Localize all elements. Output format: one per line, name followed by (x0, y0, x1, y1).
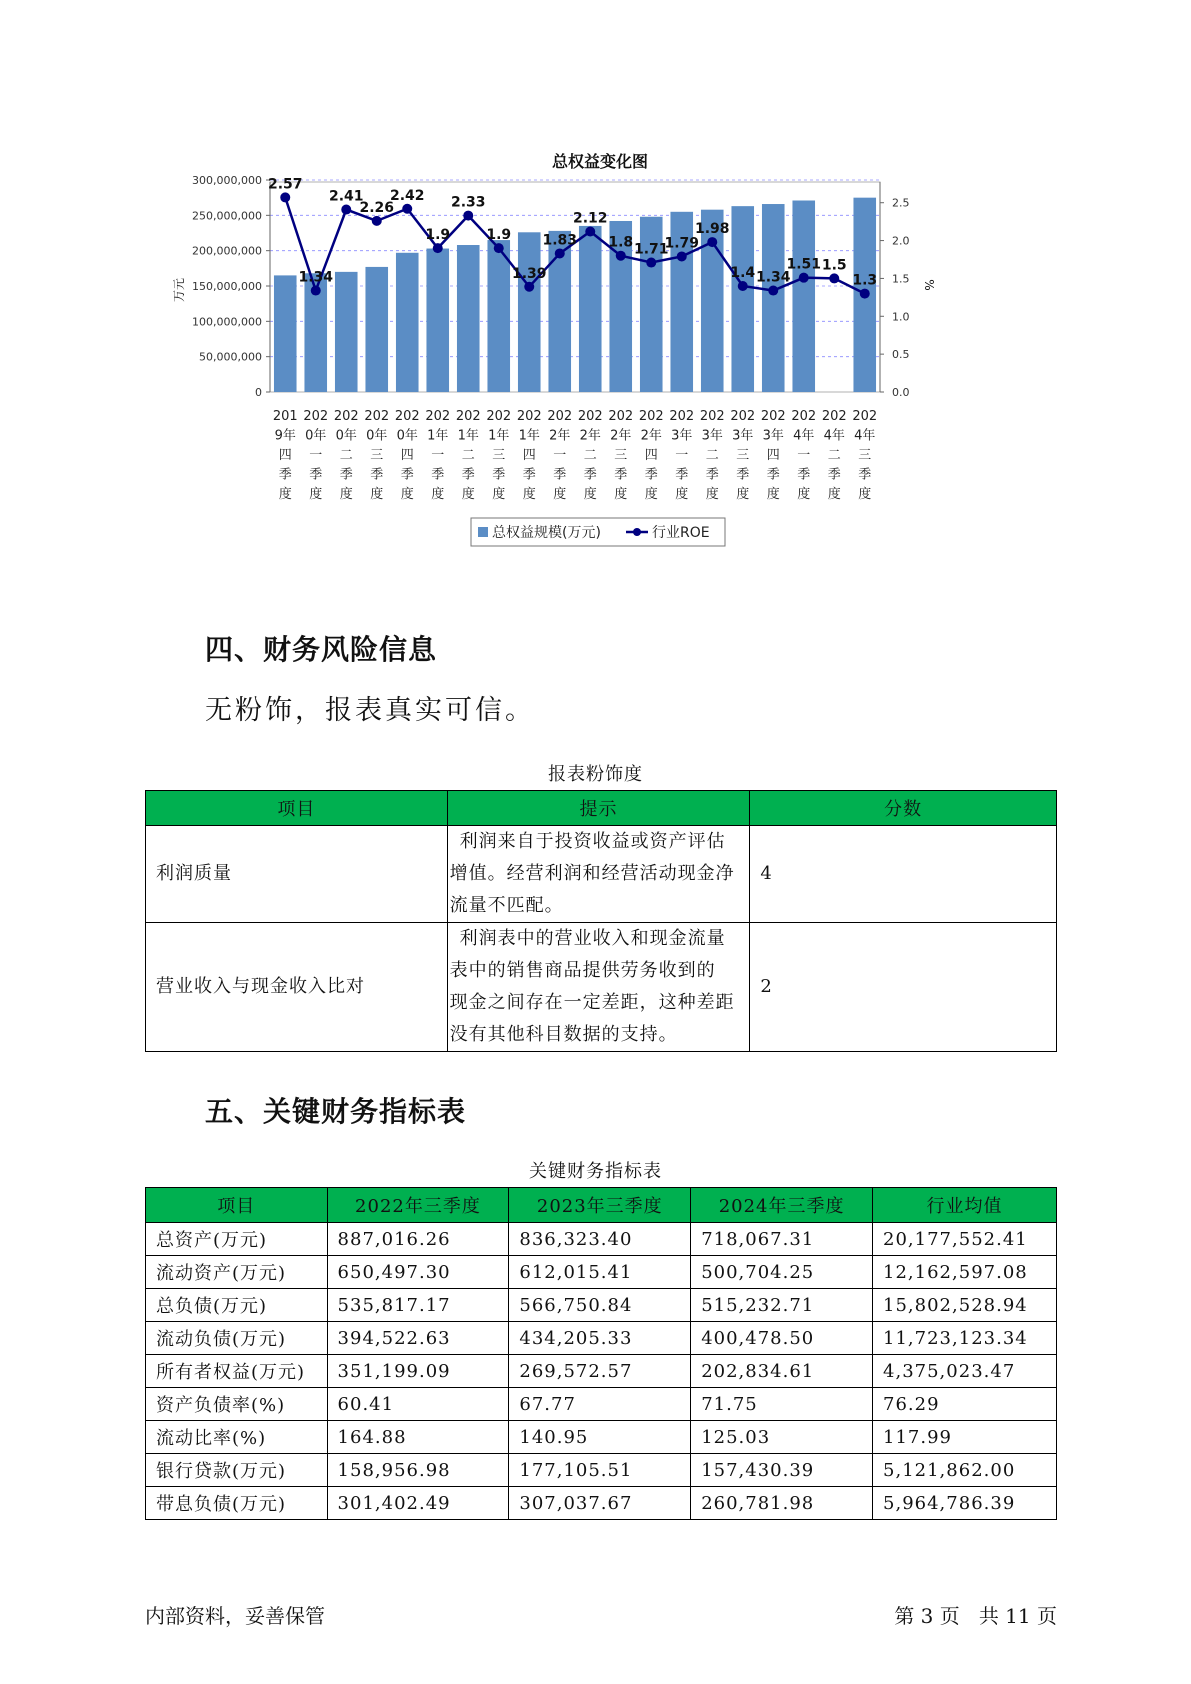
risk-hint-line: 表中的销售商品提供劳务收到的 (449, 960, 716, 981)
kpi-item: 资产负债率(%) (146, 1388, 328, 1421)
x-tick-label: 9年 (274, 428, 296, 444)
table-row (146, 1223, 1057, 1256)
kpi-table-caption: 关键财务指标表 (529, 1161, 662, 1182)
bar (792, 200, 815, 392)
equity-change-chart (172, 140, 1015, 595)
bar (487, 240, 510, 392)
kpi-value: 125.03 (691, 1421, 873, 1454)
y-left-tick-label: 50,000,000 (199, 350, 262, 364)
roe-data-label: 2.42 (389, 187, 425, 204)
y-left-tick-label: 200,000,000 (192, 244, 262, 258)
x-tick-label: 2年 (579, 428, 601, 444)
x-tick-label: 二 (583, 448, 597, 463)
roe-point (860, 289, 870, 299)
roe-data-label: 2.33 (450, 194, 486, 211)
table-row (146, 826, 1057, 923)
x-tick-label: 1年 (518, 428, 540, 444)
legend-marker-roe (633, 528, 641, 536)
x-tick-label: 季 (553, 467, 567, 483)
x-tick-label: 3年 (732, 428, 754, 444)
x-tick-label: 3年 (671, 428, 693, 444)
y-right-tick-label: 2.5 (892, 196, 910, 210)
roe-point (402, 204, 412, 214)
x-tick-label: 季 (797, 467, 811, 483)
x-tick-label: 0年 (396, 428, 418, 444)
x-tick-label: 季 (278, 467, 292, 483)
roe-point (585, 226, 595, 236)
risk-item: 营业收入与现金收入比对 (146, 923, 448, 1052)
kpi-value: 718,067.31 (691, 1223, 873, 1256)
x-tick-label: 202 (547, 409, 573, 424)
bar (396, 253, 419, 392)
roe-point (707, 237, 717, 247)
bar (426, 249, 449, 392)
x-tick-label: 2年 (610, 428, 632, 444)
x-tick-label: 度 (309, 487, 323, 502)
bar (579, 226, 602, 392)
kpi-item: 总负债(万元) (146, 1289, 328, 1322)
risk-hint-line: 增值。经营利润和经营活动现金净 (449, 863, 735, 884)
x-tick-label: 季 (583, 467, 597, 483)
kpi-value: 260,781.98 (691, 1487, 873, 1520)
x-tick-label: 季 (522, 467, 536, 483)
kpi-item: 所有者权益(万元) (146, 1355, 328, 1388)
x-tick-label: 季 (736, 467, 750, 483)
x-tick-label: 季 (705, 467, 719, 483)
x-tick-label: 202 (364, 409, 390, 424)
kpi-value: 394,522.63 (327, 1322, 509, 1355)
y-left-tick-label: 100,000,000 (192, 315, 262, 329)
x-tick-label: 季 (431, 467, 445, 483)
x-tick-label: 度 (553, 487, 567, 502)
x-tick-label: 202 (425, 409, 451, 424)
x-tick-label: 度 (614, 487, 628, 502)
kpi-item: 带息负债(万元) (146, 1487, 328, 1520)
legend-label-equity: 总权益规模(万元) (492, 525, 601, 541)
kpi-item: 流动负债(万元) (146, 1322, 328, 1355)
x-tick-label: 二 (461, 448, 475, 463)
table-row (146, 1322, 1057, 1355)
x-tick-label: 0年 (366, 428, 388, 444)
footer-page-number: 第 3 页 共 11 页 (894, 1604, 1057, 1628)
kpi-value: 887,016.26 (327, 1223, 509, 1256)
x-tick-label: 0年 (305, 428, 327, 444)
risk-hint-line: 利润来自于投资收益或资产评估 (459, 831, 726, 852)
roe-data-label: 2.12 (572, 210, 608, 227)
y-right-tick-label: 0.0 (892, 386, 910, 399)
roe-point (616, 251, 626, 261)
kpi-value: 434,205.33 (509, 1322, 691, 1355)
roe-point (768, 286, 778, 296)
x-tick-label: 2年 (549, 428, 571, 444)
x-tick-label: 度 (797, 487, 811, 502)
risk-header-hint: 提示 (447, 791, 750, 826)
x-tick-label: 二 (827, 448, 841, 463)
x-tick-label: 二 (705, 448, 719, 463)
kpi-value: 117.99 (873, 1421, 1057, 1454)
roe-point (524, 282, 534, 292)
x-tick-label: 2年 (640, 428, 662, 444)
x-tick-label: 三 (370, 448, 384, 463)
roe-point (372, 216, 382, 226)
section5-heading: 五、关键财务指标表 (205, 1095, 467, 1128)
risk-hint-line: 流量不匹配。 (449, 895, 564, 916)
kpi-value: 157,430.39 (691, 1454, 873, 1487)
x-tick-label: 202 (455, 409, 481, 424)
risk-score: 2 (750, 923, 1057, 1052)
kpi-value: 164.88 (327, 1421, 509, 1454)
kpi-header-2022q3: 2022年三季度 (327, 1188, 509, 1223)
roe-data-label: 1.51 (786, 256, 822, 273)
x-tick-label: 202 (791, 409, 817, 424)
roe-point (646, 258, 656, 268)
kpi-value: 351,199.09 (327, 1355, 509, 1388)
x-tick-label: 四 (766, 448, 780, 463)
kpi-value: 140.95 (509, 1421, 691, 1454)
table-row (146, 923, 1057, 1052)
x-tick-label: 季 (370, 467, 384, 483)
roe-point (341, 205, 351, 215)
x-tick-label: 一 (431, 448, 445, 463)
roe-data-label: 1.8 (608, 234, 634, 251)
x-tick-label: 度 (583, 487, 597, 502)
kpi-item: 银行贷款(万元) (146, 1454, 328, 1487)
chart-svg (172, 140, 1015, 595)
x-tick-label: 四 (400, 448, 414, 463)
roe-data-label: 2.41 (328, 188, 364, 205)
x-tick-label: 202 (699, 409, 725, 424)
x-tick-label: 202 (577, 409, 603, 424)
x-tick-label: 季 (614, 467, 628, 483)
x-tick-label: 度 (736, 487, 750, 502)
x-tick-label: 0年 (335, 428, 357, 444)
roe-data-label: 2.26 (359, 199, 395, 216)
roe-point (463, 211, 473, 221)
risk-header-score: 分数 (750, 791, 1057, 826)
kpi-value: 20,177,552.41 (873, 1223, 1057, 1256)
x-tick-label: 202 (608, 409, 634, 424)
bar (518, 232, 541, 392)
y-right-axis-label: % (922, 279, 936, 291)
kpi-table (145, 1187, 1057, 1520)
x-tick-label: 季 (827, 467, 841, 483)
risk-table (145, 790, 1057, 1052)
x-tick-label: 四 (522, 448, 536, 463)
kpi-header-2024q3: 2024年三季度 (691, 1188, 873, 1223)
x-tick-label: 一 (309, 448, 323, 463)
x-tick-label: 度 (705, 487, 719, 502)
kpi-value: 177,105.51 (509, 1454, 691, 1487)
x-tick-label: 3年 (762, 428, 784, 444)
x-tick-label: 季 (461, 467, 475, 483)
roe-data-label: 1.39 (511, 265, 547, 282)
roe-data-label: 1.9 (425, 227, 451, 244)
kpi-value: 71.75 (691, 1388, 873, 1421)
roe-data-label: 1.34 (298, 269, 334, 286)
x-tick-label: 三 (736, 448, 750, 463)
kpi-table-header (146, 1188, 1057, 1223)
bar (762, 204, 785, 392)
risk-table-header (146, 791, 1057, 826)
kpi-value: 301,402.49 (327, 1487, 509, 1520)
table-row (146, 1421, 1057, 1454)
x-tick-label: 度 (370, 487, 384, 502)
x-tick-label: 201 (272, 409, 298, 424)
x-tick-label: 季 (339, 467, 353, 483)
kpi-value: 5,121,862.00 (873, 1454, 1057, 1487)
x-tick-label: 202 (516, 409, 542, 424)
y-right-tick-label: 1.5 (892, 272, 910, 286)
x-tick-label: 度 (339, 487, 353, 502)
x-tick-label: 度 (431, 487, 445, 502)
kpi-value: 836,323.40 (509, 1223, 691, 1256)
x-tick-label: 3年 (701, 428, 723, 444)
x-tick-label: 一 (553, 448, 567, 463)
x-tick-label: 季 (858, 467, 872, 483)
y-left-tick-label: 0 (255, 386, 262, 399)
table-row (146, 1289, 1057, 1322)
roe-data-label: 1.5 (821, 257, 847, 274)
x-tick-label: 度 (461, 487, 475, 502)
y-left-tick-label: 300,000,000 (192, 174, 262, 187)
kpi-value: 11,723,123.34 (873, 1322, 1057, 1355)
x-tick-label: 度 (675, 487, 689, 502)
risk-hint-line: 现金之间存在一定差距，这种差距 (449, 992, 735, 1013)
kpi-value: 76.29 (873, 1388, 1057, 1421)
roe-data-label: 2.57 (267, 176, 303, 193)
roe-point (738, 281, 748, 291)
x-tick-label: 202 (760, 409, 786, 424)
roe-data-label: 1.71 (633, 241, 669, 258)
roe-point (799, 273, 809, 283)
roe-data-label: 1.79 (664, 235, 700, 252)
roe-point (829, 273, 839, 283)
footer-confidential: 内部资料，妥善保管 (145, 1604, 325, 1628)
y-right-tick-label: 2.0 (892, 234, 910, 248)
x-tick-label: 度 (278, 487, 292, 502)
kpi-header-2023q3: 2023年三季度 (509, 1188, 691, 1223)
table-row (146, 1355, 1057, 1388)
kpi-value: 535,817.17 (327, 1289, 509, 1322)
legend-label-roe: 行业ROE (652, 525, 710, 541)
x-tick-label: 4年 (793, 428, 815, 444)
chart-title: 总权益变化图 (551, 152, 649, 171)
kpi-item: 流动资产(万元) (146, 1256, 328, 1289)
section4-paragraph: 无粉饰，报表真实可信。 (205, 695, 535, 726)
roe-point (280, 192, 290, 202)
bar (335, 272, 358, 392)
x-tick-label: 三 (858, 448, 872, 463)
kpi-value: 269,572.57 (509, 1355, 691, 1388)
x-tick-label: 202 (669, 409, 695, 424)
roe-point (555, 248, 565, 258)
x-tick-label: 202 (730, 409, 756, 424)
risk-hint (447, 826, 750, 923)
kpi-value: 158,956.98 (327, 1454, 509, 1487)
legend-swatch-bar (478, 527, 488, 537)
table-row (146, 1487, 1057, 1520)
roe-data-label: 1.34 (755, 269, 791, 286)
x-tick-label: 202 (821, 409, 847, 424)
x-tick-label: 季 (766, 467, 780, 483)
x-tick-label: 202 (638, 409, 664, 424)
kpi-item: 总资产(万元) (146, 1223, 328, 1256)
y-right-tick-label: 1.0 (892, 310, 910, 324)
kpi-header-industry-avg: 行业均值 (873, 1188, 1057, 1223)
kpi-value: 400,478.50 (691, 1322, 873, 1355)
kpi-value: 500,704.25 (691, 1256, 873, 1289)
roe-data-label: 1.4 (730, 265, 756, 281)
y-left-axis-label: 万元 (172, 277, 186, 303)
bar (731, 206, 754, 392)
table-row (146, 1454, 1057, 1487)
x-tick-label: 一 (797, 448, 811, 463)
kpi-value: 67.77 (509, 1388, 691, 1421)
x-tick-label: 度 (766, 487, 780, 502)
bar (457, 245, 480, 392)
kpi-header-item: 项目 (146, 1188, 328, 1223)
x-tick-label: 度 (858, 487, 872, 502)
x-tick-label: 度 (400, 487, 414, 502)
kpi-value: 612,015.41 (509, 1256, 691, 1289)
risk-item: 利润质量 (146, 826, 448, 923)
kpi-value: 202,834.61 (691, 1355, 873, 1388)
kpi-value: 5,964,786.39 (873, 1487, 1057, 1520)
x-tick-label: 季 (675, 467, 689, 483)
kpi-value: 650,497.30 (327, 1256, 509, 1289)
risk-hint (447, 923, 750, 1052)
x-tick-label: 4年 (823, 428, 845, 444)
kpi-value: 307,037.67 (509, 1487, 691, 1520)
y-left-tick-label: 150,000,000 (192, 280, 262, 293)
roe-point (433, 243, 443, 253)
x-tick-label: 1年 (427, 428, 449, 444)
risk-header-item: 项目 (146, 791, 448, 826)
roe-data-label: 1.83 (542, 232, 578, 249)
kpi-value: 15,802,528.94 (873, 1289, 1057, 1322)
bar (365, 267, 388, 392)
kpi-value: 566,750.84 (509, 1289, 691, 1322)
roe-point (494, 243, 504, 253)
x-tick-label: 度 (827, 487, 841, 502)
kpi-value: 12,162,597.08 (873, 1256, 1057, 1289)
table-row (146, 1256, 1057, 1289)
x-tick-label: 四 (278, 448, 292, 463)
x-tick-label: 1年 (488, 428, 510, 444)
kpi-value: 4,375,023.47 (873, 1355, 1057, 1388)
x-tick-label: 202 (303, 409, 329, 424)
kpi-item: 流动比率(%) (146, 1421, 328, 1454)
x-tick-label: 三 (614, 448, 628, 463)
x-tick-label: 三 (492, 448, 506, 463)
x-tick-label: 季 (400, 467, 414, 483)
roe-data-label: 1.98 (694, 221, 730, 238)
x-tick-label: 季 (492, 467, 506, 483)
x-tick-label: 202 (333, 409, 359, 424)
x-tick-label: 一 (675, 448, 689, 463)
x-tick-label: 四 (644, 448, 658, 463)
x-tick-label: 度 (644, 487, 658, 502)
x-tick-label: 1年 (457, 428, 479, 444)
roe-point (311, 286, 321, 296)
y-right-tick-label: 0.5 (892, 348, 910, 362)
roe-data-label: 1.3 (852, 272, 878, 289)
x-tick-label: 202 (394, 409, 420, 424)
table-row (146, 1388, 1057, 1421)
x-tick-label: 202 (852, 409, 878, 424)
risk-score: 4 (750, 826, 1057, 923)
roe-data-label: 1.9 (486, 227, 512, 244)
x-tick-label: 二 (339, 448, 353, 463)
risk-hint-line: 利润表中的营业收入和现金流量 (459, 928, 726, 949)
kpi-value: 515,232.71 (691, 1289, 873, 1322)
x-tick-label: 202 (486, 409, 512, 424)
x-tick-label: 度 (492, 487, 506, 502)
y-left-tick-label: 250,000,000 (192, 209, 262, 223)
kpi-value: 60.41 (327, 1388, 509, 1421)
roe-point (677, 251, 687, 261)
section4-heading: 四、财务风险信息 (205, 633, 438, 666)
bar (274, 275, 297, 392)
x-tick-label: 季 (309, 467, 323, 483)
risk-hint-line: 没有其他科目数据的支持。 (449, 1024, 678, 1045)
x-tick-label: 季 (644, 467, 658, 483)
x-tick-label: 4年 (854, 428, 876, 444)
x-tick-label: 度 (522, 487, 536, 502)
risk-table-caption: 报表粉饰度 (548, 764, 643, 785)
